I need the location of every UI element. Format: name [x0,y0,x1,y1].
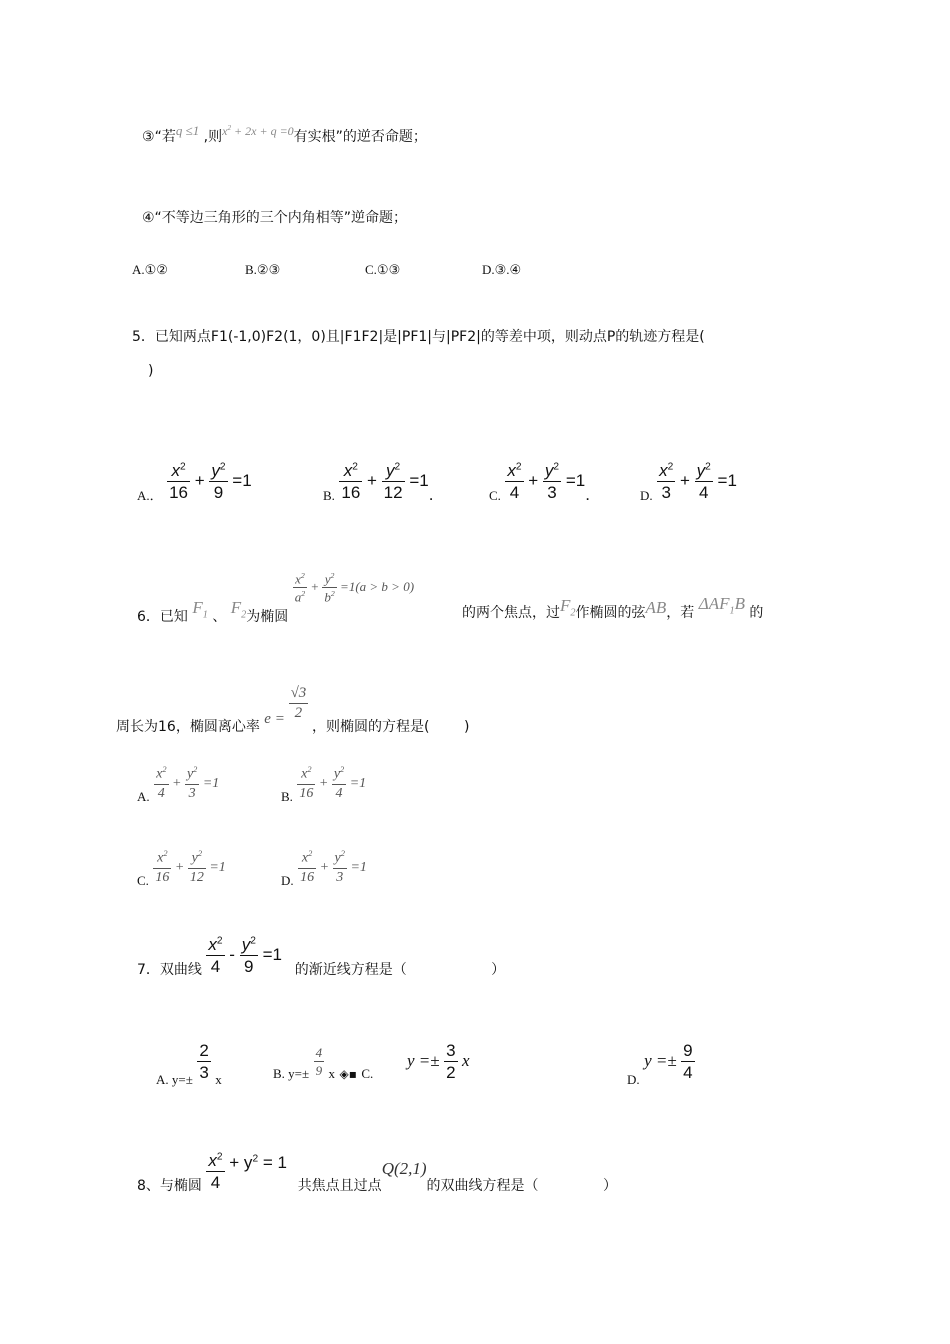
q6-stem-line1b: 的两个焦点，过$F_2$作椭圆的弦AB，若 $\Delta AF_1B$ 的 [462,594,764,621]
q4-option-c: C.①③ [365,262,401,277]
q6-option-b-equation: $\frac{x^2}{16}$ + $\frac{y^2}{4}$ =1 [299,765,367,801]
garbled-glyph-icon: ◈▪ [339,1067,357,1082]
q5-stem: 5．已知两点F1(-1,0)F2(1，0)且|F1F2|是|PF1|与|PF2|的等差中项，则动点P的轨迹方程是( [132,329,705,345]
q6-option-c-equation: $\frac{x^2}{16}$ + $\frac{y^2}{12}$ =1 [155,849,226,885]
q7-stem: 7．双曲线 $\frac{x^2}{4}$ - $\frac{y^2}{9}$ =1 的渐近线方程是（ ） [137,935,506,978]
q6-option-d-equation: $\frac{x^2}{16}$ + $\frac{y^2}{3}$ =1 [300,849,367,885]
q5-option-a [137,462,252,501]
q8-ellipse-equation: $\frac{x^2}{4}$ + $y^2 = 1$ [208,1151,287,1192]
q5-option-d-equation: $\frac{x^2}{3}$ + $\frac{y^2}{4}$ =1 [659,461,737,502]
item-4: ④“不等边三角形的三个内角相等”逆命题； [142,210,408,226]
item-3-mark: ③ [142,129,155,145]
q6-f2: $F_2$ [230,597,247,621]
q6-option-c: C. $\frac{x^2}{16}$ + $\frac{y^2}{12}$ =1 [137,849,226,888]
q5-option-b-label: B. [323,487,335,503]
q8-stem: 8、与椭圆 $\frac{x^2}{4}$ + $y^2 = 1$ 共焦点且过点Q(2,1)的双曲线方程是（ ） [137,1151,617,1194]
q7-option-b: B. y=± $\frac{4}{9}$ x ◈▪ C. [273,1045,374,1082]
q5-stem-close: ) [148,363,154,379]
q4-option-d: D.③.④ [482,262,522,277]
q6-stem-line1: 6．已知 $F_1$ 、 $F_2$为椭圆 $\frac{x^2}{a^2}$ + $\frac{y^2}{b^2}$ =1(a > b > 0) [137,571,415,625]
q6-stem-line2: 周长为16，椭圆离心率 e = $\frac{√3}{2}$ ，则椭圆的方程是( ) [116,685,470,735]
q5-option-b-equation: $\frac{x^2}{16}$ + $\frac{y^2}{12}$ =1. [341,461,434,504]
q6-f1: $F_1$ [192,597,208,621]
q5-option-c-equation: $\frac{x^2}{4}$ + $\frac{y^2}{3}$ =1. [507,461,590,504]
q7-option-a: A. y=± $\frac{2}{3}$ x [156,1041,222,1087]
q5-option-d-label: D. [640,487,653,503]
q5-option-c [489,461,590,504]
q5-option-a-equation: $\frac{x^2}{16}$ + $\frac{y^2}{9}$ =1 [169,461,252,502]
item-3-equation: $x^2 + 2x + q =0$ [222,124,294,138]
q4-option-b: B.②③ [245,262,281,277]
item-3-pre: “若 [154,129,176,145]
q6-option-d: D. $\frac{x^2}{16}$ + $\frac{y^2}{3}$ =1 [281,849,367,888]
q4-option-a: A.①② [132,262,168,277]
q8-point-q: Q(2,1) [381,1158,427,1178]
q6-f2-again: $F_2$ [560,596,576,619]
q6-chord-ab: AB [645,598,667,617]
q6-ellipse-equation: $\frac{x^2}{a^2}$ + $\frac{y^2}{b^2}$ =1(a > b > 0) [294,571,415,605]
q6-triangle: $\Delta AF_1B$ [698,594,745,617]
q5-option-c-label: C. [489,487,501,503]
item-3-condition: q ≤1 [175,123,200,138]
item-3-mid: ,则 [199,129,223,145]
q6-eccentricity: e = $\frac{√3}{2}$ [264,685,307,727]
item-3-post: 有实根”的逆否命题； [293,129,427,145]
q7-hyperbola-equation: $\frac{x^2}{4}$ - $\frac{y^2}{9}$ =1 [208,935,282,976]
q6-option-a-equation: $\frac{x^2}{4}$ + $\frac{y^2}{3}$ =1 [156,765,220,801]
item-3 [142,123,427,146]
q6-option-b: B. $\frac{x^2}{16}$ + $\frac{y^2}{4}$ =1 [281,765,367,804]
q7-option-d: D. y =± $\frac{9}{4}$ [627,1041,693,1087]
q7-option-c: y =± $\frac{3}{2}$ x [407,1041,470,1082]
q6-option-a: A. $\frac{x^2}{4}$ + $\frac{y^2}{3}$ =1 [137,765,220,804]
q5-option-a-label: A.． [137,487,163,503]
q5-option-d [640,462,737,501]
q5-option-b [323,461,434,504]
